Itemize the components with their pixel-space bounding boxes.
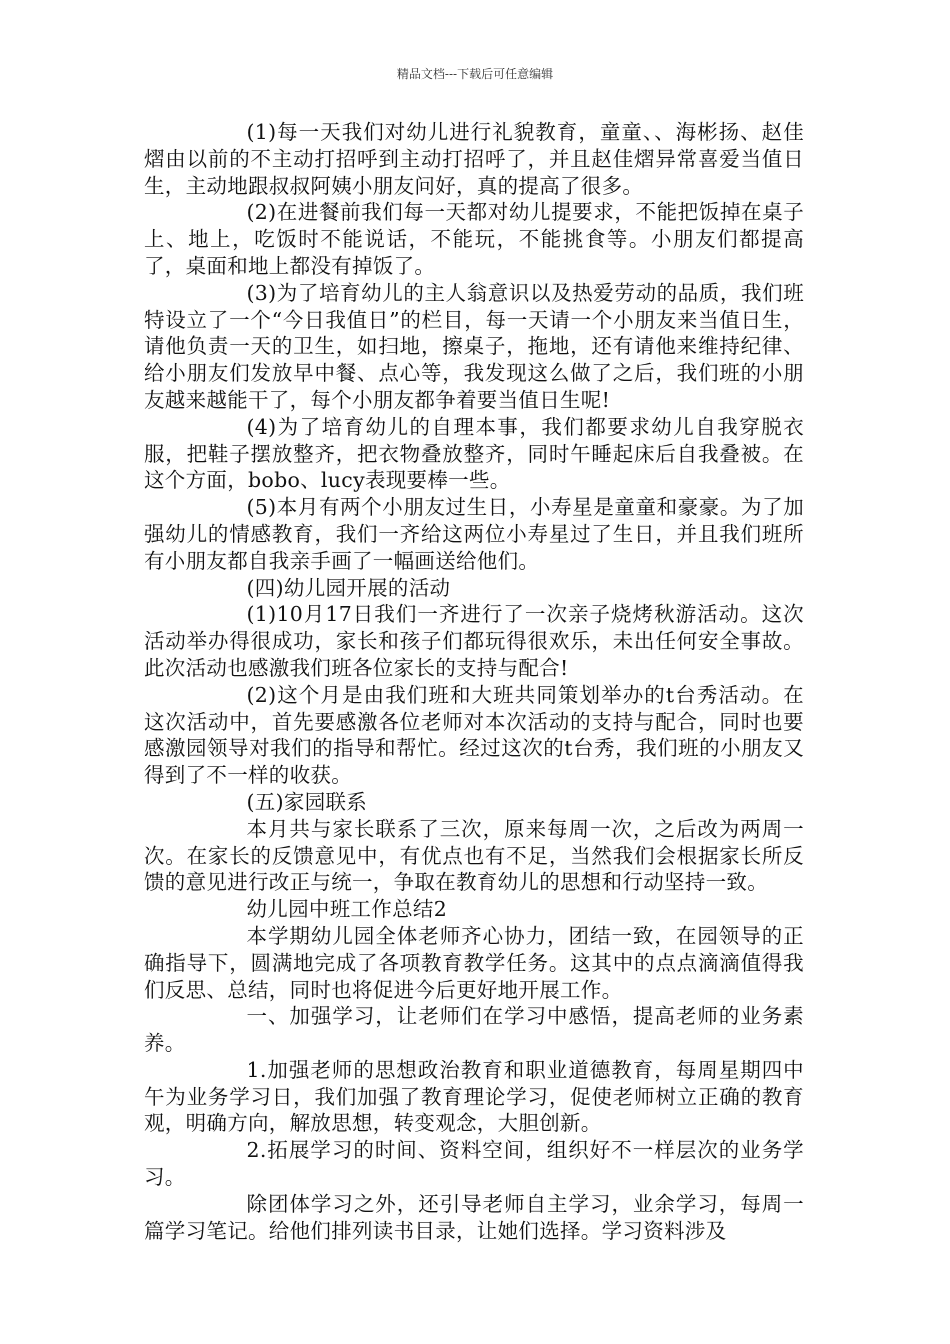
paragraph-birthday: (5)本月有两个小朋友过生日，小寿星是童童和豪豪。为了加强幼儿的情感教育，我们一齐给这两位小寿星过了生日，并且我们班所有小朋友都自我亲手画了一幅画送给他们。 bbox=[144, 495, 804, 573]
paragraph-semester-intro: 本学期幼儿园全体老师齐心协力，团结一致，在园领导的正确指导下，圆满地完成了各项教育教学任务。这其中的点点滴滴值得我们反思、总结，同时也将促进今后更好地开展工作。 bbox=[144, 923, 804, 1002]
paragraph-self-care: (4)为了培育幼儿的自理本事，我们都要求幼儿自我穿脱衣服，把鞋子摆放整齐，把衣物叠放整齐，同时午睡起床后自我叠被。在这个方面，bobo、lucy表现要棒一些。 bbox=[144, 414, 804, 493]
paragraph-expand-learning: 2.拓展学习的时间、资料空间，组织好不一样层次的业务学习。 bbox=[144, 1138, 804, 1190]
paragraph-t-stage-show: (2)这个月是由我们班和大班共同策划举办的t台秀活动。在这次活动中，首先要感激各位老师对本次活动的支持与配合，同时也要感激园领导对我们的指导和帮忙。经过这次的t台秀，我们班的小朋友又得到了不一样的收获。 bbox=[144, 682, 804, 788]
section-heading-activities: (四)幼儿园开展的活动 bbox=[246, 575, 451, 600]
paragraph-autumn-outing: (1)10月17日我们一齐进行了一次亲子烧烤秋游活动。这次活动举办得很成功，家长和孩子们都玩得很欢乐，未出任何安全事故。此次活动也感激我们班各位家长的支持与配合! bbox=[144, 602, 804, 680]
paragraph-meal-rules: (2)在进餐前我们每一天都对幼儿提要求，不能把饭掉在桌子上、地上，吃饭时不能说话，不能玩，不能挑食等。小朋友们都提高了，桌面和地上都没有掉饭了。 bbox=[144, 200, 804, 278]
paragraph-parent-contact: 本月共与家长联系了三次，原来每周一次，之后改为两周一次。在家长的反馈意见中，有优点也有不足，当然我们会根据家长所反馈的意见进行改正与统一，争取在教育幼儿的思想和行动坚持一致。 bbox=[144, 816, 804, 895]
paragraph-duty-student: (3)为了培育幼儿的主人翁意识以及热爱劳动的品质，我们班特设立了一个“今日我值日”的栏目，每一天请一个小朋友来当值日生，请他负责一天的卫生，如扫地，擦桌子，拖地，还有请他来维持纪律、给小朋友们发放早中餐、点心等，我发现这么做了之后，我们班的小朋友越来越能干了，每个小朋友都争着要当值日生呢! bbox=[144, 280, 804, 412]
page-header: 精品文档---下载后可任意编辑 bbox=[396, 67, 554, 81]
paragraph-self-study: 除团体学习之外，还引导老师自主学习，业余学习，每周一篇学习笔记。给他们排列读书目录，让她们选择。学习资料涉及 bbox=[144, 1191, 804, 1243]
document-body bbox=[144, 119, 804, 1244]
paragraph-courtesy-education: (1)每一天我们对幼儿进行礼貌教育，童童、、海彬扬、赵佳熠由以前的不主动打招呼到主动打招呼了，并且赵佳熠异常喜爱当值日生，主动地跟叔叔阿姨小朋友问好，真的提高了很多。 bbox=[144, 120, 804, 198]
document-subtitle: 幼儿园中班工作总结2 bbox=[246, 897, 448, 922]
section-heading-study: 一、加强学习，让老师们在学习中感悟，提高老师的业务素养。 bbox=[144, 1004, 804, 1056]
paragraph-political-education: 1.加强老师的思想政治教育和职业道德教育，每周星期四中午为业务学习日，我们加强了教育理论学习，促使老师树立正确的教育观，明确方向，解放思想，转变观念，大胆创新。 bbox=[144, 1057, 804, 1136]
section-heading-home-school: (五)家园联系 bbox=[246, 789, 368, 814]
